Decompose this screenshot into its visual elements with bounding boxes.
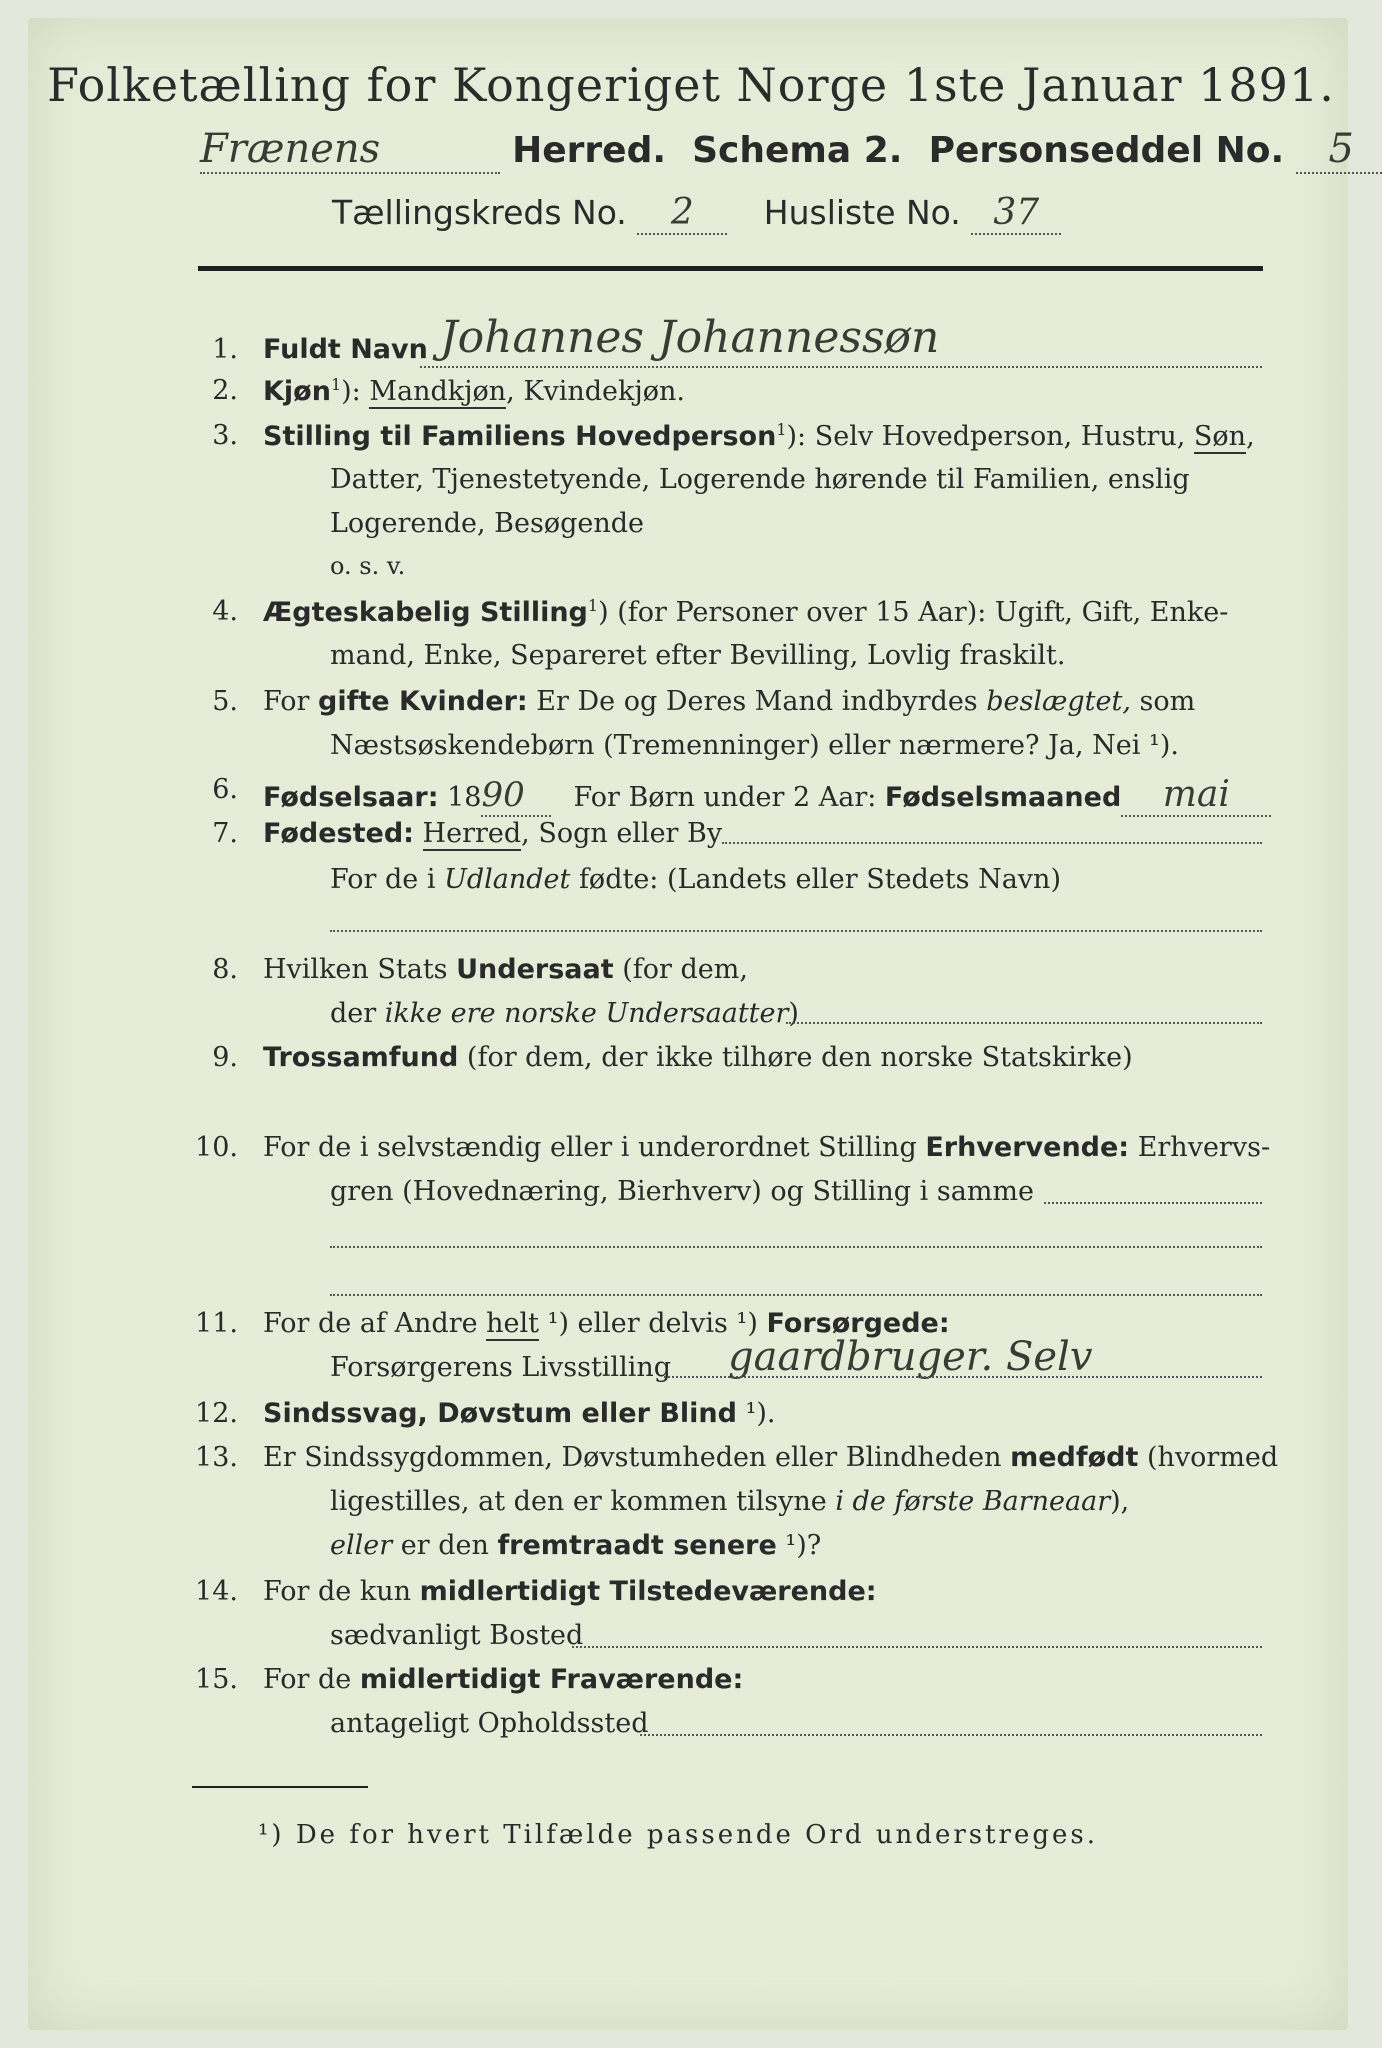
full-name-value: Johannes Johannessøn xyxy=(440,312,940,363)
usual-residence-line xyxy=(572,1646,1262,1648)
item-3-line4: o. s. v. xyxy=(330,552,406,580)
later-onset-label: fremtraadt senere xyxy=(497,1530,777,1561)
schema-label: Schema 2. xyxy=(692,130,903,171)
item-13-line2-pre: ligestilles, at den er kommen tilsyne xyxy=(330,1486,836,1517)
item-8-rest: (for dem, xyxy=(613,954,748,985)
item-5-end: som xyxy=(1130,686,1196,717)
husliste-value: 37 xyxy=(971,192,1061,235)
item-13-line3-mid: er den xyxy=(392,1530,498,1561)
item-5 xyxy=(263,686,1195,717)
item-3-line2: Datter, Tjenestetyende, Logerende hørende til Familien, enslig xyxy=(330,464,1190,495)
sex-male-option: Mandkjøn xyxy=(369,376,507,407)
item-number: 12. xyxy=(195,1398,238,1429)
item-number: 4. xyxy=(212,596,238,627)
item-8 xyxy=(263,954,748,985)
birthplace-selected: Herred xyxy=(422,818,522,849)
birthplace-label: Fødested: xyxy=(263,818,414,849)
personseddel-value: 5 xyxy=(1296,126,1382,174)
item-number: 6. xyxy=(212,774,238,805)
item-12 xyxy=(263,1398,776,1429)
item-5-line2: Næstsøskendebørn (Tremenninger) eller nærmere? Ja, Nei ¹). xyxy=(330,730,1179,761)
item-13-italic: i de første Barneaar xyxy=(835,1486,1111,1517)
item-15-pre: For de xyxy=(263,1664,360,1695)
sex-colon: ): xyxy=(341,376,370,407)
item-14 xyxy=(263,1576,877,1607)
occupation-line-3 xyxy=(330,1294,1262,1296)
family-position-comma: , xyxy=(1246,421,1255,452)
sex-female-option: , Kvindekjøn. xyxy=(506,376,685,407)
item-5-text: Er De og Deres Mand indbyrdes xyxy=(527,686,987,717)
birth-year-label: Fødselsaar: xyxy=(263,782,439,813)
item-13-rest: (hvormed xyxy=(1138,1442,1279,1473)
item-14-pre: For de kun xyxy=(263,1576,420,1607)
header-divider xyxy=(198,266,1263,271)
congenital-label: medfødt xyxy=(1010,1442,1139,1473)
item-7 xyxy=(263,818,722,849)
family-position-selected: Søn xyxy=(1193,421,1247,452)
item-9 xyxy=(263,1042,1133,1073)
item-number: 7. xyxy=(212,818,238,849)
full-name-label: Fuldt Navn xyxy=(263,334,428,365)
abroad-pre: For de i xyxy=(330,864,445,895)
marital-status-options: ) (for Personer over 15 Aar): Ugift, Gift, Enke- xyxy=(598,597,1229,628)
occupation-line-2 xyxy=(330,1246,1262,1248)
item-3: Stilling til Familiens Hovedperson$^1$): Selv Hovedperson, Hustru, Søn, xyxy=(263,420,1255,452)
citizenship-line xyxy=(786,1022,1262,1024)
birth-year-prefix: 18 xyxy=(438,782,482,813)
item-5-italic: beslægtet, xyxy=(986,686,1131,717)
abroad-italic: Udlandet xyxy=(444,864,571,895)
kreds-line xyxy=(332,192,1061,235)
item-7-line2 xyxy=(330,864,1061,895)
item-10-pre: For de i selvstændig eller i underordnet Stilling xyxy=(263,1132,926,1163)
abroad-line xyxy=(330,930,1262,932)
kreds-value: 2 xyxy=(637,192,727,235)
item-10-rest: Erhvervs- xyxy=(1129,1132,1271,1163)
item-1 xyxy=(263,334,428,365)
supported-label: Forsørgede: xyxy=(766,1308,950,1339)
herred-value: Frænens xyxy=(200,126,500,174)
item-8-line2 xyxy=(330,998,799,1029)
item-13-line3 xyxy=(330,1530,821,1561)
full-name-line xyxy=(420,366,1262,368)
item-8-line2-pre: der xyxy=(330,998,385,1029)
item-number: 8. xyxy=(212,954,238,985)
item-5-pre: For xyxy=(263,686,319,717)
item-15 xyxy=(263,1664,743,1695)
item-number: 2. xyxy=(212,375,238,406)
citizenship-label: Undersaat xyxy=(456,954,614,985)
item-number: 13. xyxy=(195,1442,238,1473)
item-number: 14. xyxy=(195,1576,238,1607)
item-number: 5. xyxy=(212,686,238,717)
husliste-label: Husliste No. xyxy=(763,193,961,232)
occupation-label: Erhvervende: xyxy=(925,1132,1130,1163)
sex-label: Kjøn xyxy=(263,376,331,407)
item-12-rest: ¹). xyxy=(736,1398,776,1429)
birth-month-intro: For Børn under 2 Aar: xyxy=(573,782,885,813)
item-4: Ægteskabelig Stilling$^1$) (for Personer over 15 Aar): Ugift, Gift, Enke- xyxy=(263,596,1229,628)
item-number: 3. xyxy=(212,420,238,451)
herred-label: Herred. xyxy=(512,130,667,171)
item-15-line2: antageligt Opholdssted xyxy=(330,1708,649,1739)
item-13-line3-end: ¹)? xyxy=(776,1530,822,1561)
item-8-line2-end: ) xyxy=(788,998,799,1029)
family-position-options: ): Selv Hovedperson, Hustru, xyxy=(786,421,1194,452)
item-10-line2: gren (Hovednæring, Bierhverv) og Stilling i samme xyxy=(330,1176,1035,1207)
birth-month-label: Fødselsmaaned xyxy=(884,782,1122,813)
item-11-line2: Forsørgerens Livsstilling xyxy=(330,1352,672,1383)
abroad-rest: fødte: (Landets eller Stedets Navn) xyxy=(570,864,1061,895)
item-13-line3-italic: eller xyxy=(330,1530,393,1561)
item-11-pre: For de af Andre xyxy=(263,1308,487,1339)
temp-absent-label: midlertidigt Fraværende: xyxy=(359,1664,744,1695)
supporter-line xyxy=(664,1376,1262,1378)
item-13-line2 xyxy=(330,1486,1129,1517)
supporter-occupation-value: gaardbruger. Selv xyxy=(728,1334,1093,1380)
birthplace-options: , Sogn eller By xyxy=(521,818,723,849)
item-9-rest: (for dem, der ikke tilhøre den norske Statskirke) xyxy=(458,1042,1133,1073)
birthplace-line xyxy=(722,842,1262,844)
item-8-pre: Hvilken Stats xyxy=(263,954,457,985)
footnote-mark: 1 xyxy=(330,375,342,394)
item-11-mid: ¹) eller delvis ¹) xyxy=(539,1308,767,1339)
temp-present-label: midlertidigt Tilstedeværende: xyxy=(419,1576,877,1607)
marital-status-label: Ægteskabelig Stilling xyxy=(263,597,588,628)
item-number: 15. xyxy=(195,1664,238,1695)
footnote: ¹) De for hvert Tilfælde passende Ord understreges. xyxy=(258,1820,1099,1850)
form-title: Folketælling for Kongeriget Norge 1ste Januar 1891. xyxy=(47,58,1335,112)
footnote-divider xyxy=(192,1786,368,1788)
birth-year-value: 90 xyxy=(481,775,551,817)
item-8-italic: ikke ere norske Undersaatter xyxy=(384,998,789,1029)
item-13 xyxy=(263,1442,1278,1473)
item-14-line2: sædvanligt Bosted xyxy=(330,1620,584,1651)
probable-residence-line xyxy=(640,1734,1262,1736)
item-13-pre: Er Sindssygdommen, Døvstumheden eller Blindheden xyxy=(263,1442,1011,1473)
item-number: 10. xyxy=(195,1132,238,1163)
religion-label: Trossamfund xyxy=(263,1042,459,1073)
item-13-line2-end: ), xyxy=(1110,1486,1130,1517)
married-women-label: gifte Kvinder: xyxy=(318,686,528,717)
item-3-line3: Logerende, Besøgende xyxy=(330,508,644,539)
item-number: 11. xyxy=(195,1308,238,1339)
family-position-label: Stilling til Familiens Hovedperson xyxy=(263,421,777,452)
item-6 xyxy=(263,774,1271,817)
item-number: 9. xyxy=(212,1042,238,1073)
herred-line xyxy=(200,126,1382,174)
birth-month-value: mai xyxy=(1121,774,1271,817)
item-number: 1. xyxy=(212,334,238,365)
kreds-label: Tællingskreds No. xyxy=(332,193,627,232)
item-10 xyxy=(263,1132,1270,1163)
support-full-selected: helt xyxy=(486,1308,540,1339)
personseddel-label: Personseddel No. xyxy=(928,130,1285,171)
occupation-line-1 xyxy=(1044,1202,1262,1204)
disability-label: Sindssvag, Døvstum eller Blind xyxy=(263,1398,737,1429)
item-2 xyxy=(263,375,685,407)
item-4-line2: mand, Enke, Separeret efter Bevilling, Lovlig fraskilt. xyxy=(330,640,1066,671)
